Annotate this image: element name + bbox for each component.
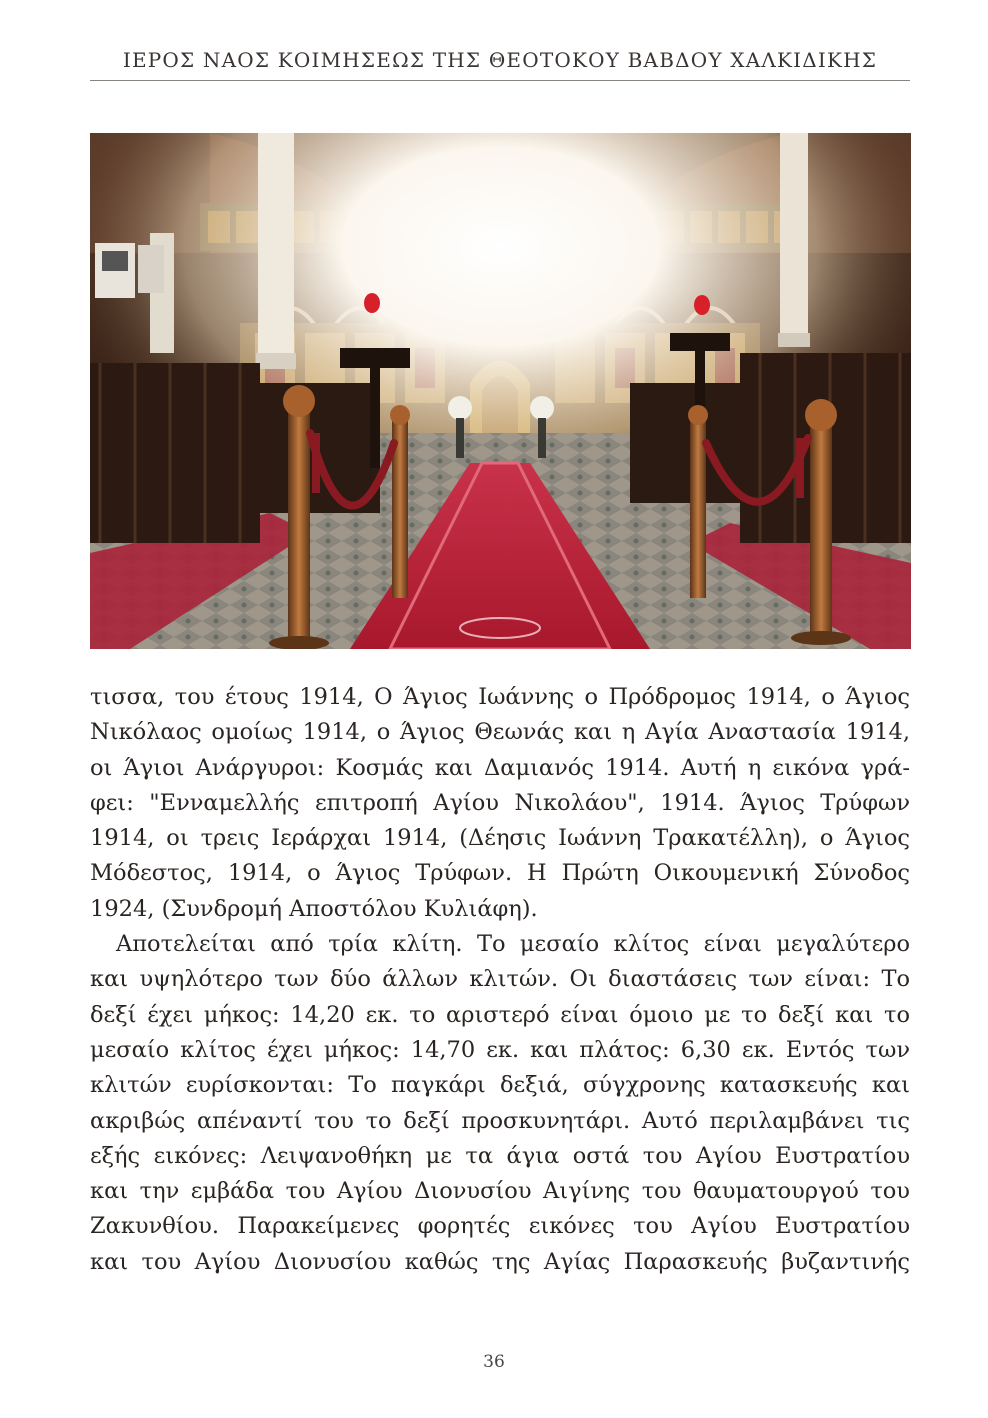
text-line: ακριβώς απέναντί του το δεξί προσκυνητάρι. Αυτό περιλαμβάνει τις — [90, 1107, 910, 1134]
church-interior-illustration — [90, 133, 911, 649]
header-rule — [90, 80, 910, 81]
text-line: τισσα, του έτους 1914, Ο Άγιος Ιωάννης ο Πρόδρομος 1914, ο Άγιος — [90, 684, 910, 710]
church-interior-photo — [90, 133, 911, 649]
text-line: μεσαίο κλίτος έχει μήκος: 14,70 εκ. και πλάτος: 6,30 εκ. Εντός των — [90, 1036, 910, 1063]
text-line: εξής εικόνες: Λειψανοθήκη με τα άγια οστά του Αγίου Ευστρατίου — [90, 1142, 910, 1169]
running-header: ΙΕΡΟΣ ΝΑΟΣ ΚΟΙΜΗΣΕΩΣ ΤΗΣ ΘΕΟΤΟΚΟΥ ΒΑΒΔΟΥ ΧΑΛΚΙΔΙΚΗΣ — [122, 48, 878, 72]
page-number: 36 — [483, 1352, 505, 1372]
text-line: Νικόλαος ομοίως 1914, ο Άγιος Θεωνάς και η Αγία Αναστασία 1914, — [90, 719, 910, 746]
wall-notices — [95, 243, 164, 298]
text-line: Αποτελείται από τρία κλίτη. Το μεσαίο κλίτος είναι μεγαλύτερο — [116, 931, 910, 958]
text-line: και υψηλότερο των δύο άλλων κλιτών. Οι διαστάσεις των είναι: Το — [90, 966, 910, 993]
body-text — [90, 680, 910, 1280]
text-line: 1924, (Συνδρομή Αποστόλου Κυλιάφη). — [90, 895, 538, 922]
text-line: κλιτών ευρίσκονται: Το παγκάρι δεξιά, σύγχρονης κατασκευής και — [90, 1072, 910, 1099]
text-line: φει: "Ενναμελλής επιτροπή Αγίου Νικολάου", 1914. Άγιος Τρύφων — [90, 789, 910, 816]
text-line: δεξί έχει μήκος: 14,20 εκ. το αριστερό είναι όμοιο με το δεξί και το — [90, 1001, 910, 1028]
text-line: και την εμβάδα του Αγίου Διονυσίου Αιγίνης του θαυματουργού του — [90, 1178, 910, 1205]
text-line: και του Αγίου Διονυσίου καθώς της Αγίας Παρασκευής βυζαντινής — [90, 1248, 910, 1275]
text-line: Ζακυνθίου. Παρακείμενες φορητές εικόνες του Αγίου Ευστρατίου — [90, 1213, 910, 1240]
text-line: οι Άγιοι Ανάργυροι: Κοσμάς και Δαμιανός 1914. Αυτή η εικόνα γρά- — [90, 754, 910, 781]
text-line: Μόδεστος, 1914, ο Άγιος Τρύφων. Η Πρώτη Οικουμενική Σύνοδος — [90, 860, 910, 887]
text-line: 1914, οι τρεις Ιεράρχαι 1914, (Δέησις Ιωάννη Τρακατέλλη), ο Άγιος — [90, 825, 910, 852]
